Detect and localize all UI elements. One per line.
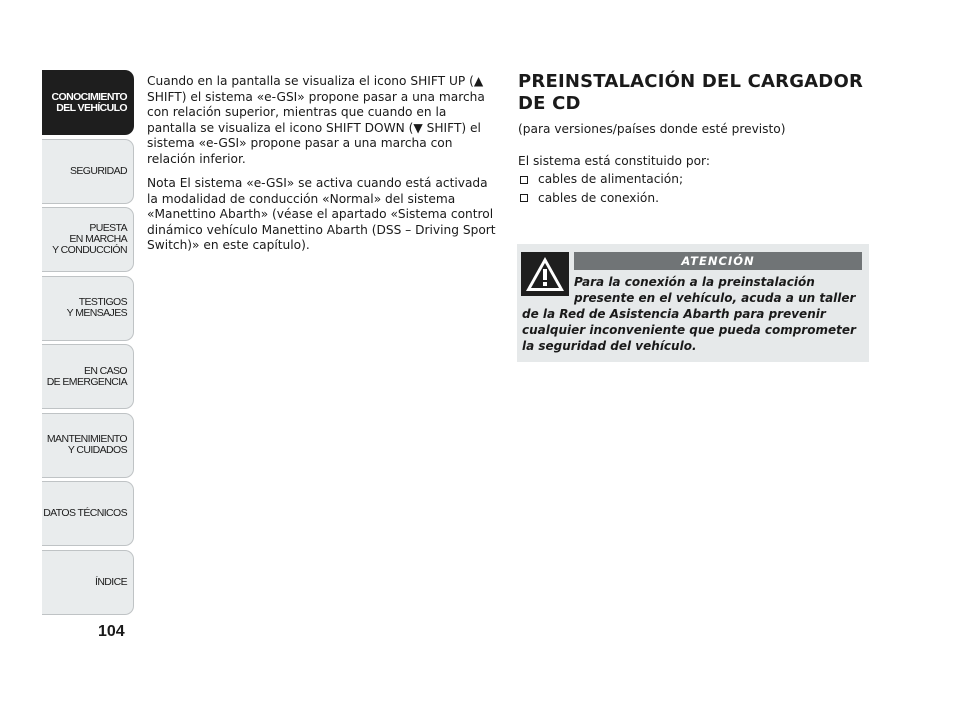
- tab-datos-tecnicos[interactable]: [42, 481, 134, 546]
- component-list: [518, 172, 870, 206]
- tab-mantenimiento[interactable]: [42, 413, 134, 478]
- tab-label: ÍNDICE: [95, 575, 127, 588]
- tab-en-caso-de-emergencia[interactable]: [42, 344, 134, 409]
- list-item: [518, 172, 870, 188]
- tab-label: PUESTA EN MARCHA Y CONDUCCIÓN: [52, 222, 127, 256]
- checkbox-bullet-icon: [520, 176, 528, 184]
- warning-text: [522, 274, 862, 354]
- warning-text-body: Para la conexión a la preinstalación presente en el vehículo, acuda a un taller de la Red de Asistencia Abarth para prevenir cualquier inconveniente que pueda comprometer la seguridad del vehículo.: [522, 275, 856, 353]
- warning-label: ATENCIÓN: [574, 252, 862, 270]
- section-subnote: (para versiones/países donde esté previsto): [518, 122, 786, 136]
- tab-label: TESTIGOS Y MENSAJES: [66, 296, 127, 319]
- tab-indice[interactable]: [42, 550, 134, 615]
- right-column: [518, 71, 870, 209]
- tab-label: DATOS TÉCNICOS: [43, 507, 127, 519]
- note-paragraph: Nota El sistema «e-GSI» se activa cuando está activada la modalidad de conducción «Normal» del sistema «Manettino Abarth» (véase el apartado «Sistema control dinámico vehículo Manettino Abarth (DSS – Driving Sport Switch)» en este capítulo).: [147, 176, 496, 252]
- tab-label: EN CASO DE EMERGENCIA: [46, 364, 127, 388]
- checkbox-bullet-icon: [520, 194, 528, 202]
- tab-puesta-en-marcha[interactable]: [42, 207, 134, 272]
- section-intro: El sistema está constituido por:: [518, 153, 710, 168]
- page-number: 104: [98, 623, 125, 640]
- shift-paragraph: Cuando en la pantalla se visualiza el icono SHIFT UP (▲ SHIFT) el sistema «e-GSI» propone pasar a una marcha con relación superior, mientras que cuando en la pantalla se visualiza el icono SHIFT DOWN (▼ SHIFT) el sistema «e-GSI» propone pasar a una marcha con relación inferior.: [147, 74, 485, 166]
- list-item-text: cables de conexión.: [538, 190, 659, 205]
- tab-label: CONOCIMIENTO DEL VEHÍCULO: [51, 90, 127, 114]
- section-title: PREINSTALACIÓN DEL CARGADOR DE CD: [518, 71, 864, 114]
- tab-conocimiento-del-vehiculo[interactable]: [42, 70, 134, 135]
- tab-label: MANTENIMIENTO Y CUIDADOS: [46, 433, 127, 456]
- tab-testigos-y-mensajes[interactable]: [42, 276, 134, 341]
- list-item-text: cables de alimentación;: [538, 172, 684, 186]
- list-item: [518, 191, 870, 207]
- left-column: [147, 74, 497, 263]
- warning-box: [517, 244, 869, 362]
- tab-seguridad[interactable]: [42, 139, 134, 204]
- chapter-tabs: [42, 70, 134, 618]
- tab-label: SEGURIDAD: [69, 164, 127, 177]
